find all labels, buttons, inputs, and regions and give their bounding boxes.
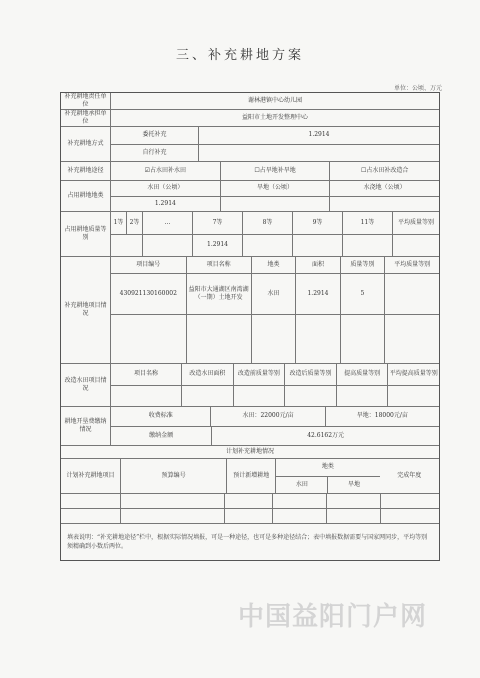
fill-instructions: 填表说明：“补充耕地途径”栏中，根据实际情况填报，可是一种途径，也可是多种途径结合；表中填报数据需要与国家网同步，平均等别须精确到小数后两位。 xyxy=(67,534,428,550)
path-label: 补充耕地途径 xyxy=(61,162,111,180)
project-label: 补充耕地项目情况 xyxy=(61,257,111,363)
row-method xyxy=(61,127,439,162)
row-note xyxy=(61,524,439,560)
reform-header-area: 改造水田面积 xyxy=(182,364,234,385)
fee-standard-water: 水田：22000元/亩 xyxy=(211,407,325,426)
grade-2: 2等 xyxy=(127,212,143,234)
plan-caption: 计划补充耕地情况 xyxy=(225,448,274,456)
project-id: 430921130160002 xyxy=(111,274,187,314)
page-title: 三、补充耕地方案 xyxy=(175,48,304,63)
reform-header-name: 项目名称 xyxy=(111,364,182,385)
supplement-plan-table xyxy=(60,92,440,561)
row-owner xyxy=(61,93,439,110)
owner-value: 谢林港镇中心幼儿园 xyxy=(247,97,302,105)
project-header-avg-grade: 平均质量等别 xyxy=(394,261,431,269)
reform-header-avg-raise: 平均提高质量等别 xyxy=(389,370,438,378)
project-header-area: 面积 xyxy=(296,257,340,273)
occupied-type-header-1: 水田（公顷） xyxy=(111,181,221,196)
method-option-1: 委托补充 xyxy=(111,127,199,144)
reform-header-raise: 提高质量等别 xyxy=(337,364,389,385)
project-avg-grade xyxy=(385,274,439,314)
project-header-grade: 质量等别 xyxy=(341,257,385,273)
grade-1: 1等 xyxy=(111,212,127,234)
plan-header-type: 地类 xyxy=(321,463,334,471)
path-option-3: ☐占水田补改造合 xyxy=(360,167,409,175)
row-project xyxy=(61,257,439,364)
reform-header-after: 改造后质量等别 xyxy=(285,364,337,385)
path-option-1: ☑占水田补水田 xyxy=(111,162,221,180)
project-grade: 5 xyxy=(341,274,385,314)
project-name: 益阳市大通湖区南湾湖（一期）土地开发 xyxy=(187,274,252,314)
plan-header-year: 完成年度 xyxy=(397,472,422,480)
occupied-type-header-3: 水浇地（公顷） xyxy=(363,184,406,192)
project-area: 1.2914 xyxy=(296,274,340,314)
grade-8: 8等 xyxy=(243,212,293,234)
occupied-type-value-3 xyxy=(330,197,439,212)
occupied-type-label: 占用耕地地类 xyxy=(61,181,111,211)
row-undertaker xyxy=(61,110,439,127)
plan-empty-row xyxy=(61,494,439,509)
occupied-type-header-2: 旱地（公顷） xyxy=(221,181,331,196)
reform-header-before: 改造前质量等别 xyxy=(234,364,286,385)
grade-9: 9等 xyxy=(293,212,343,234)
grade-11: 11等 xyxy=(343,212,393,234)
project-header-name: 项目名称 xyxy=(187,257,252,273)
row-plan-caption xyxy=(61,446,439,459)
fee-total-label: 缴纳金额 xyxy=(111,427,212,446)
row-path xyxy=(61,162,439,181)
unit-label: 单位：公顷、万元 xyxy=(393,85,442,92)
watermark: 中国益阳门户网 xyxy=(238,602,428,632)
project-header-type: 地类 xyxy=(252,257,296,273)
fee-standard-dry: 旱地：18000元/亩 xyxy=(356,412,408,420)
row-occupied-grade xyxy=(61,212,439,257)
grade-7: 7等 xyxy=(193,212,243,234)
fee-total-value: 42.6162万元 xyxy=(307,431,345,439)
grade-average-label: 平均质量等别 xyxy=(397,218,434,226)
method-value-1: 1.2914 xyxy=(308,131,330,139)
owner-label: 补充耕地责任单位 xyxy=(61,93,111,109)
method-label: 补充耕地方式 xyxy=(61,127,111,161)
plan-header-budget: 预算编号 xyxy=(121,459,227,493)
plan-subheader-dry: 旱地 xyxy=(348,480,361,488)
plan-subheader-water: 水田 xyxy=(276,477,328,494)
row-fee xyxy=(61,407,439,446)
grade-ellipsis: … xyxy=(143,212,193,234)
plan-header-project: 计划补充耕地项目 xyxy=(61,459,121,493)
method-option-2: 自行补充 xyxy=(111,145,199,162)
undertaker-value: 益阳市土地开发整理中心 xyxy=(241,114,308,122)
grade-7-value: 1.2914 xyxy=(193,235,243,257)
project-type: 水田 xyxy=(252,274,296,314)
undertaker-label: 补充耕地承担单位 xyxy=(61,110,111,126)
row-reform xyxy=(61,364,439,407)
plan-empty-row xyxy=(61,509,439,524)
occupied-grade-label: 占用耕地质量等别 xyxy=(61,212,111,256)
occupied-type-value-2 xyxy=(221,197,331,212)
project-header-id: 项目编号 xyxy=(111,257,187,273)
reform-label: 改造水田项目情况 xyxy=(61,364,111,406)
row-plan-header xyxy=(61,459,439,494)
row-occupied-type xyxy=(61,181,439,212)
occupied-type-value-1: 1.2914 xyxy=(111,197,221,212)
fee-label: 耕地开垦费缴纳情况 xyxy=(61,407,111,445)
fee-standard-label: 收费标准 xyxy=(111,407,211,426)
path-option-2: ☐占旱地补旱地 xyxy=(221,162,331,180)
method-value-2 xyxy=(199,145,439,162)
plan-header-new-land: 预计新增耕地 xyxy=(227,459,276,493)
